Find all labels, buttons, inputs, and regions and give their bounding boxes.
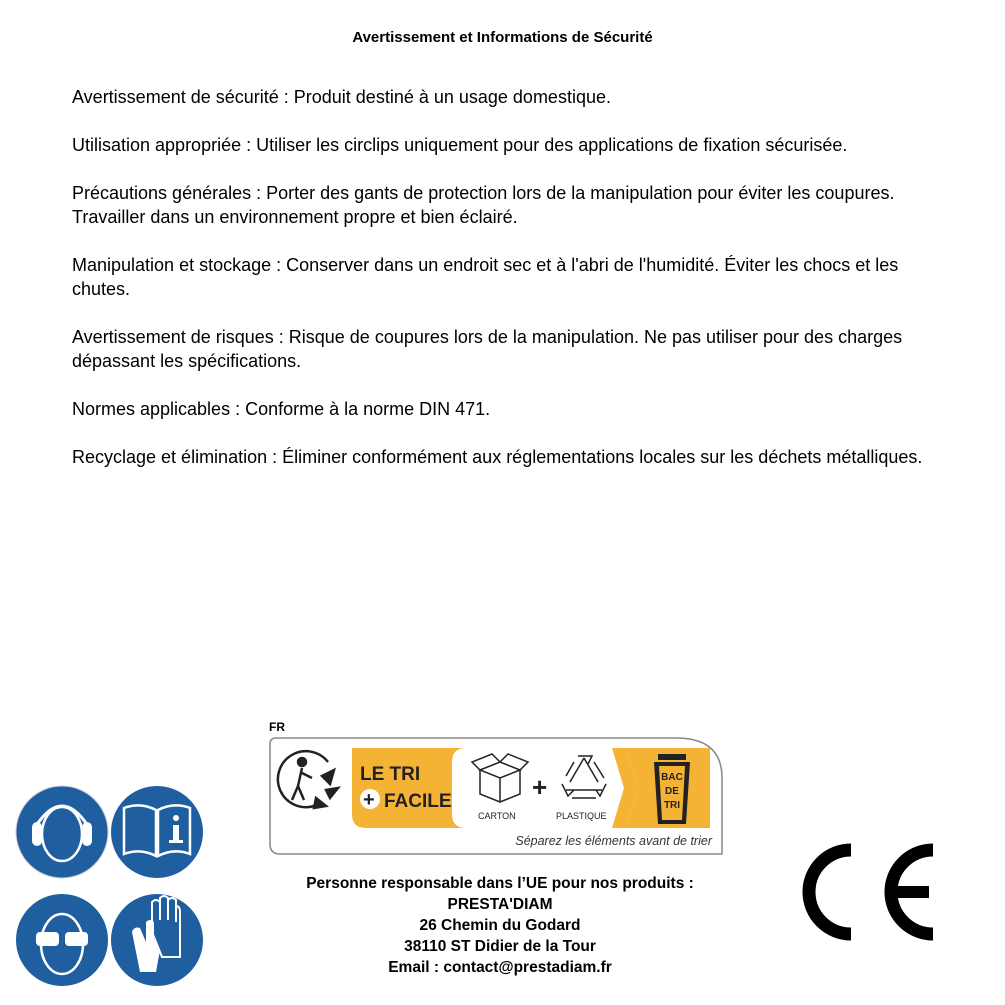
svg-text:+: + (532, 772, 548, 802)
paragraph-safety-warning: Avertissement de sécurité : Produit destiné à un usage domestique. (72, 87, 611, 107)
contact-email: Email : contact@prestadiam.fr (388, 959, 612, 976)
gloves-icon (111, 894, 203, 986)
read-manual-icon (111, 786, 203, 878)
paragraph-standards: Normes applicables : Conforme à la norme DIN 471. (72, 399, 491, 419)
page-title: Avertissement et Informations de Sécurité (352, 29, 653, 46)
triman-country: FR (269, 720, 285, 734)
triman-line1: LE TRI (360, 764, 421, 785)
triman-item2: PLASTIQUE (556, 811, 607, 821)
svg-text:BAC: BAC (661, 772, 683, 783)
paragraph-handling-storage: Manipulation et stockage : Conserver dans un endroit sec et à l'abri de l'humidité. Éviter les chocs et les chutes. (72, 255, 899, 299)
triman-line2: FACILE (384, 791, 452, 812)
sorting-bin-icon (654, 754, 690, 824)
company-name: PRESTA'DIAM (447, 896, 553, 913)
triman-logo (266, 718, 726, 860)
paragraph-recycling: Recyclage et élimination : Éliminer conformément aux réglementations locales sur les déchets métalliques. (72, 447, 923, 467)
paragraph-proper-use: Utilisation appropriée : Utiliser les circlips uniquement pour des applications de fixation sécurisée. (72, 135, 848, 155)
street-address: 26 Chemin du Godard (419, 917, 581, 934)
ce-mark-icon (795, 840, 941, 944)
city-address: 38110 ST Didier de la Tour (404, 938, 596, 955)
svg-text:TRI: TRI (663, 800, 681, 811)
triman-caption: Séparez les éléments avant de trier (515, 834, 712, 848)
responsible-person (240, 873, 760, 978)
safety-icons (14, 782, 214, 992)
paragraph-precautions: Précautions générales : Porter des gants de protection lors de la manipulation pour éviter les coupures. Travailler dans un environnement propre et bien éclairé. (72, 183, 895, 227)
responsible-heading: Personne responsable dans l’UE pour nos produits : (306, 875, 694, 892)
paragraph-risks: Avertissement de risques : Risque de coupures lors de la manipulation. Ne pas utiliser pour des charges dépassant les spécifications. (72, 327, 903, 371)
triman-item1: CARTON (478, 811, 516, 821)
svg-text:DE: DE (665, 786, 679, 797)
eye-protection-icon (16, 894, 108, 986)
safety-text (72, 85, 952, 493)
ear-protection-icon (16, 786, 108, 878)
svg-text:+: + (363, 789, 375, 811)
